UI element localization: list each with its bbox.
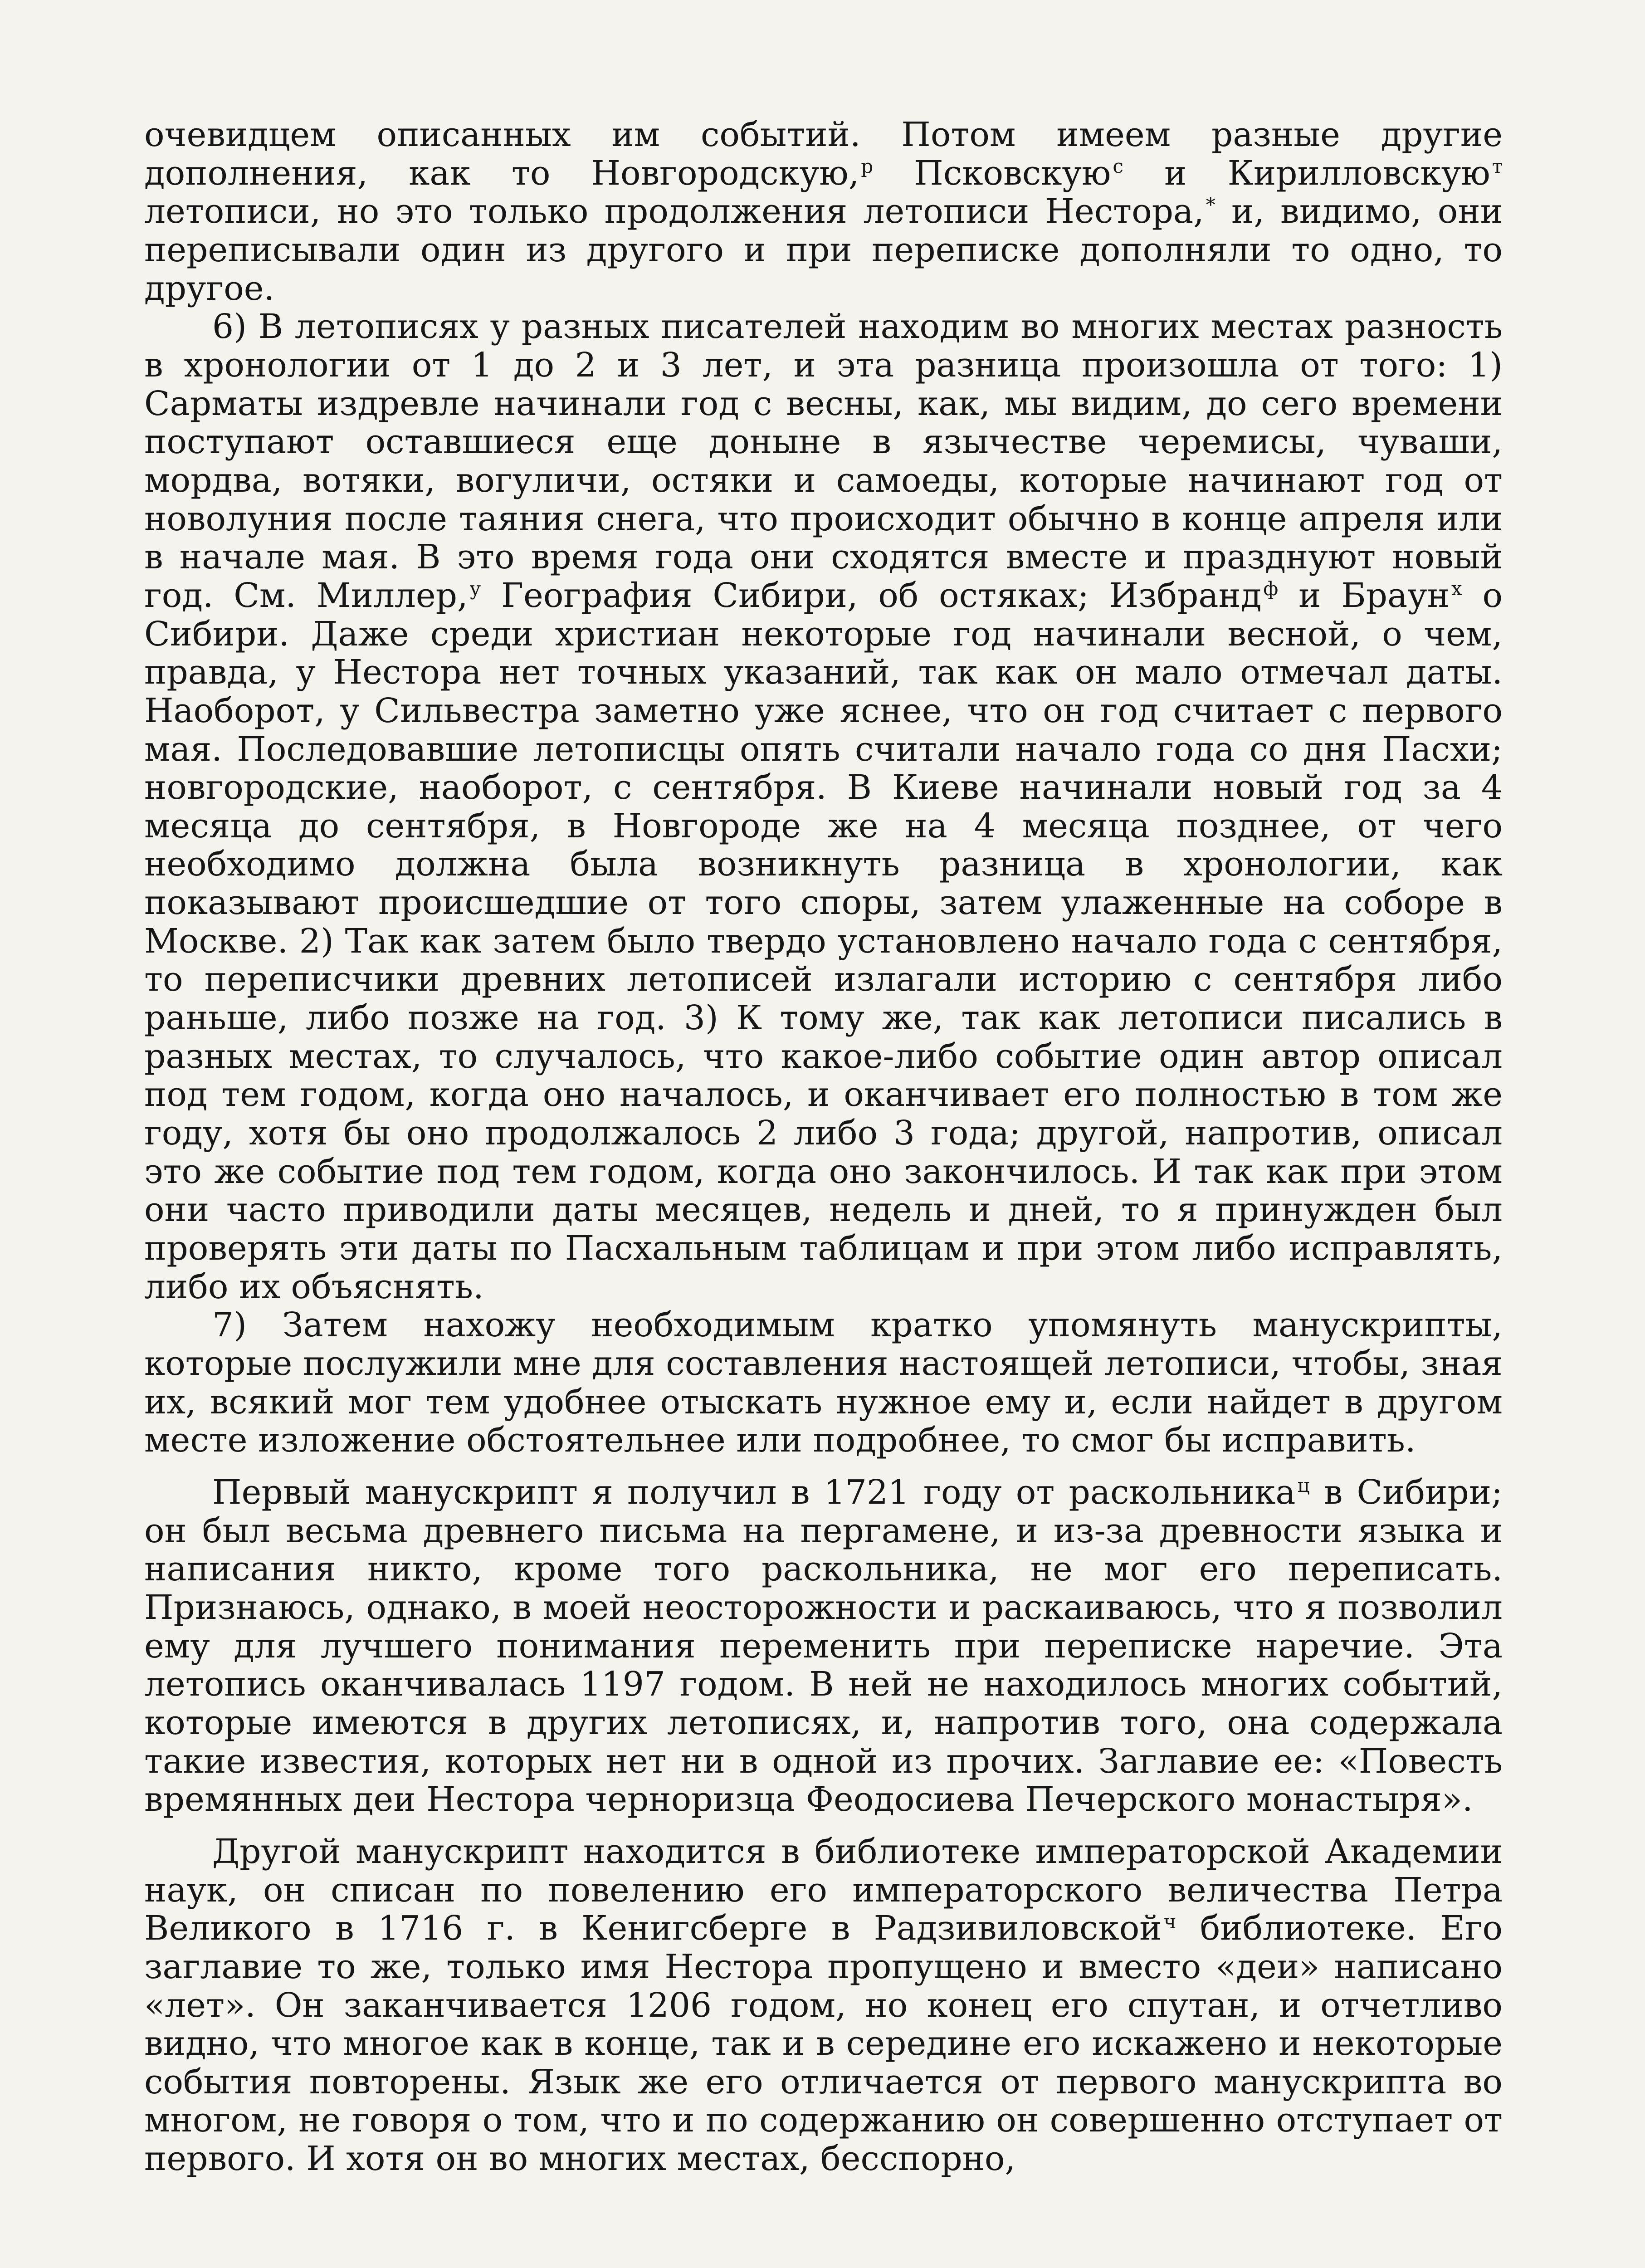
paragraph-text: 6) В летописях у разных писателей находим во многих местах разность в хронологии от 1 до 2 и 3 лет, и эта разница произошла от того: 1) Сарматы издревле начинали год с весны, как, мы видим, до сего времени поступают оставшиеся еще доныне в язычестве черемисы, чуваши, мордва, вотяки, вогуличи, остяки и самоеды, которые начинают год от новолуния после таяния снега, что происходит обычно в конце апреля или в начале мая. В это время года они сходятся вместе и празднуют новый год. См. Миллер,: [144, 307, 1503, 615]
paragraph-text: и Браун: [1278, 576, 1450, 615]
note-reference: т: [1492, 155, 1503, 177]
paragraph: [144, 1473, 1503, 1819]
paragraph: [144, 1306, 1503, 1460]
paragraph-text: летописи, но это только продолжения летописи Нестора,: [144, 192, 1204, 231]
note-reference: у: [469, 577, 481, 600]
paragraph-text: 7) Затем нахожу необходимым кратко упомянуть манускрипты, которые послужили мне для составления настоящей летописи, чтобы, зная их, всякий мог тем удобнее отыскать нужное ему и, если найдет в другом месте изложение обстоятельнее или подробнее, то смог бы исправить.: [144, 1305, 1503, 1460]
paragraph-text: очевидцем описанных им событий. Потом имеем разные другие дополнения, как то Новгородскую,: [144, 115, 1503, 193]
note-reference: с: [1113, 155, 1123, 177]
note-reference: ф: [1263, 577, 1279, 600]
note-reference: ч: [1163, 1910, 1176, 1933]
paragraph-text: о Сибири. Даже среди христиан некоторые год начинали весной, о чем, правда, у Нестора нет точных указаний, так как он мало отмечал даты. Наоборот, у Сильвестра заметно уже яснее, что он год считает с первого мая. Последовавшие летописцы опять считали начало года со дня Пасхи; новгородские, наоборот, с сентября. В Киеве начинали новый год за 4 месяца до сентября, в Новгороде же на 4 месяца позднее, от чего необходимо должна была возникнуть разница в хронологии, как показывают происшедшие от того споры, затем улаженные на соборе в Москве. 2) Так как затем было твердо установлено начало года с сентября, то переписчики древних летописей излагали историю с сентября либо раньше, либо позже на год. 3) К тому же, так как летописи писались в разных местах, то случалось, что какое-либо событие один автор описал под тем годом, когда оно началось, и оканчивает его полностью в том же году, хотя бы оно продолжалось 2 либо 3 года; другой, напротив, описал это же событие под тем годом, когда оно закончилось. И так как при этом они часто приводили даты месяцев, недель и дней, то я принужден был проверять эти даты по Пасхальным таблицам и при этом либо исправлять, либо их объяснять.: [144, 576, 1503, 1306]
paragraph-text: География Сибири, об остяках; Избранд: [481, 576, 1262, 615]
paragraph-text: и, видимо, они переписывали один из другого и при переписке дополняли то одно, то другое.: [144, 192, 1503, 308]
note-reference: ц: [1297, 1474, 1310, 1497]
paragraph: [144, 116, 1503, 308]
paragraph-text: в Сибири; он был весьма древнего письма на пергамене, и из-за древности языка и написания никто, кроме того раскольника, не мог его переписать. Признаюсь, однако, в моей неосторожности и раскаиваюсь, что я позволил ему для лучшего понимания переменить при переписке наречие. Эта летопись оканчивалась 1197 годом. В ней не находилось многих событий, которые имеются в других летописях, и, напротив того, она содержала такие известия, которых нет ни в одной из прочих. Заглавие ее: «Повесть времянных деи Нестора черноризца Феодосиева Печерского монастыря».: [144, 1472, 1503, 1819]
paragraph-text: Первый манускрипт я получил в 1721 году от раскольника: [212, 1472, 1296, 1512]
paragraph-text: и Кирилловскую: [1123, 153, 1490, 193]
note-reference: р: [861, 155, 874, 177]
paragraph: [144, 1833, 1503, 2178]
note-reference: х: [1451, 577, 1462, 600]
paragraph-text: библиотеке. Его заглавие то же, только имя Нестора пропущено и вместо «деи» написано «лет». Он заканчивается 1206 годом, но конец его спутан, и отчетливо видно, что многое как в конце, так и в середине его искажено и некоторые события повторены. Язык же его отличается от первого манускрипта во многом, не говоря о том, что и по содержанию он совершенно отступает от первого. И хотя он во многих местах, бесспорно,: [144, 1909, 1503, 2179]
note-reference: *: [1206, 193, 1215, 216]
paragraph-text: Псковскую: [873, 153, 1111, 193]
paragraph: [144, 308, 1503, 1306]
body-text: [144, 116, 1503, 2178]
paragraph-text: Другой манускрипт находится в библиотеке императорской Академии наук, он списан по повелению его императорского величества Петра Великого в 1716 г. в Кенигсберге в Радзивиловской: [144, 1832, 1503, 1948]
